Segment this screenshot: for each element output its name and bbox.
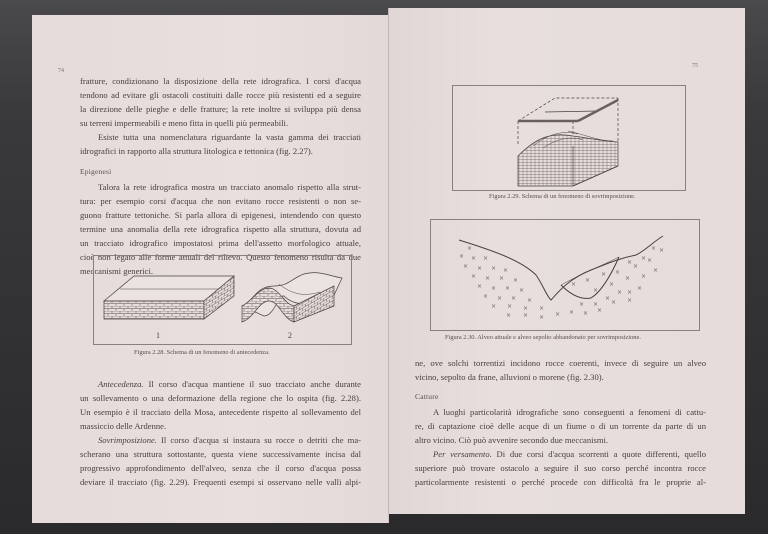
svg-text:×: ×	[519, 287, 525, 294]
svg-text:×: ×	[641, 255, 647, 262]
paragraph-1	[80, 74, 361, 158]
text-line: su terreni impermeabili e meno fitta in quelli più permeabili.	[80, 118, 289, 128]
text-line: fratture, condizionano la disposizione della rete idrografica. I corsi d'acqua	[80, 76, 361, 86]
page-number: 75	[692, 63, 698, 69]
svg-text:×: ×	[539, 305, 545, 312]
right-page	[388, 8, 745, 514]
svg-text:×: ×	[651, 245, 657, 252]
figure-label-1: 1	[156, 331, 160, 340]
svg-text:×: ×	[637, 285, 643, 292]
section-heading: Catture	[415, 392, 439, 401]
svg-text:×: ×	[585, 277, 591, 284]
paragraph-4	[80, 377, 361, 489]
svg-text:×: ×	[491, 285, 497, 292]
svg-text:×: ×	[641, 273, 647, 280]
svg-text:×: ×	[477, 283, 483, 290]
figure-caption: Figura 2.30. Alveo attuale e alveo sepolto abbandonato per sovrimposizione.	[445, 334, 641, 341]
svg-text:×: ×	[505, 285, 511, 292]
text-line: Talora la rete idrografica mostra un tracciato anomalo rispetto alla strut-	[98, 182, 361, 192]
text-line: altro vicino. Ciò può avvenire secondo due meccanismi.	[415, 435, 609, 445]
text-line: Sovrimposizione. Il corso d'acqua si instaura su rocce o detriti che ma-	[98, 435, 361, 445]
text-line: particolarmente resistenti o perché procede con difficoltà fra le proprie al-	[415, 477, 706, 487]
text-line: vicino, sepolto da frane, alluvioni o morene (fig. 2.30).	[415, 372, 604, 382]
svg-text:×: ×	[583, 310, 589, 317]
svg-text:×: ×	[633, 263, 639, 270]
svg-text:×: ×	[555, 311, 561, 318]
svg-text:×: ×	[627, 289, 633, 296]
svg-text:×: ×	[539, 314, 545, 321]
term-per-versamento: Per versamento.	[433, 449, 492, 459]
svg-text:×: ×	[499, 275, 505, 282]
svg-text:×: ×	[611, 299, 617, 306]
text-line: cioè non legato alle forme attuali del rilievo. Questo fenomeno risulta da due	[80, 252, 361, 262]
svg-text:×: ×	[485, 275, 491, 282]
svg-text:×: ×	[513, 277, 519, 284]
svg-text:×: ×	[569, 309, 575, 316]
text-line: un sollevamento o una deformazione della regione che lo ospita (fig. 2.28).	[80, 393, 361, 403]
svg-text:×: ×	[617, 289, 623, 296]
svg-text:×: ×	[627, 259, 633, 266]
figure-caption: Figura 2.29. Schema di un fenomeno di sovrimposizione.	[489, 193, 636, 200]
text-line: tura: per esempio corsi d'acqua che non evitano rocce resistenti o non se-	[80, 196, 361, 206]
svg-text:×: ×	[459, 253, 465, 260]
text-line: deviare il tracciato (fig. 2.29). Frequenti esempi si osservano nelle valli alpi-	[80, 477, 361, 487]
text-line: ne, ove solchi torrentizi incidono rocce coerenti, invece di seguire un alveo	[415, 358, 706, 368]
svg-text:×: ×	[523, 312, 529, 319]
svg-text:×: ×	[625, 275, 631, 282]
text-line: Un esempio è il tracciato della Mosa, antecedente rispetto al sollevamento del	[80, 407, 361, 417]
svg-text:×: ×	[506, 312, 512, 319]
svg-text:×: ×	[653, 267, 659, 274]
text-line: meccanismi generici.	[80, 266, 154, 276]
paragraph-1	[415, 356, 706, 384]
block-1	[104, 276, 234, 319]
svg-text:×: ×	[511, 295, 517, 302]
left-page	[32, 15, 388, 523]
svg-text:×: ×	[477, 265, 483, 272]
svg-text:×: ×	[615, 269, 621, 276]
term-antecedenza: Antecedenza.	[98, 379, 144, 389]
text-line: termine una anomalia della rete idrografica rispetto alla struttura, dovuta ad	[80, 224, 361, 234]
figure-2-30	[430, 219, 700, 331]
rock-pattern	[459, 245, 664, 321]
svg-text:×: ×	[527, 297, 533, 304]
svg-text:×: ×	[491, 303, 497, 310]
svg-text:×: ×	[627, 297, 633, 304]
text-line: Per versamento. Di due corsi d'acqua scorrenti a quote differenti, quello	[433, 449, 706, 459]
svg-text:×: ×	[523, 305, 529, 312]
svg-text:×: ×	[483, 293, 489, 300]
figure-label-2: 2	[288, 331, 292, 340]
svg-text:×: ×	[579, 301, 585, 308]
superimposition-block-diagram	[453, 86, 685, 190]
antecedence-diagram	[94, 256, 351, 344]
svg-text:×: ×	[483, 255, 489, 262]
figure-2-29	[452, 85, 686, 191]
text-line: guono fratture tettoniche. Si parla allora di epigenesi, intendendo con questo	[80, 210, 361, 220]
term-sovrimposizione: Sovrimposizione.	[98, 435, 157, 445]
svg-text:×: ×	[647, 257, 653, 264]
text-line: idrografici in rapporto alla struttura litologica e tettonica (fig. 2.27).	[80, 146, 313, 156]
text-line: la direzione delle pieghe e delle fratture; la rete inoltre si sviluppa più densa	[80, 104, 361, 114]
text-line: scherano una struttura sottostante, questa viene successivamente incisa dal	[80, 449, 361, 459]
section-heading: Epigenesi	[80, 167, 112, 176]
svg-text:×: ×	[605, 295, 611, 302]
text-line: Esiste tutta una nomenclatura riguardante la vasta gamma dei tracciati	[98, 132, 361, 142]
text-line: un tracciato idrografico impostatosi prima dell'assetto morfologico attuale,	[80, 238, 361, 248]
svg-text:×: ×	[471, 273, 477, 280]
figure-caption: Figura 2.28. Schema di un fenomeno di antecedenza.	[134, 349, 270, 356]
paragraph-2	[415, 405, 706, 489]
figure-2-28	[93, 255, 352, 345]
text-line: A luoghi particolarità idrografiche sono conseguenti a fenomeni di cattu-	[433, 407, 706, 417]
svg-text:×: ×	[571, 281, 577, 288]
block-2	[242, 273, 342, 322]
text-line: progressivo approfondimento dell'alveo, senza che il corso d'acqua possa	[80, 463, 361, 473]
text-line: superiore può trovare ostacolo a seguire il suo corso perché incontra rocce	[415, 463, 706, 473]
svg-text:×: ×	[463, 263, 469, 270]
page-number: 74	[58, 68, 64, 74]
svg-text:×: ×	[609, 281, 615, 288]
svg-text:×: ×	[593, 287, 599, 294]
text-line: tendono ad evitare gli ostacoli costituiti dalle rocce più resistenti ed a seguire	[80, 90, 361, 100]
svg-text:×: ×	[593, 301, 599, 308]
svg-text:×: ×	[503, 267, 509, 274]
svg-text:×: ×	[601, 271, 607, 278]
svg-text:×: ×	[471, 255, 477, 262]
svg-text:×: ×	[497, 295, 503, 302]
svg-text:×: ×	[507, 303, 513, 310]
svg-text:×: ×	[597, 307, 603, 314]
text-line: re, di captazione cioè delle acque di un fiume o di un torrente da parte di un	[415, 421, 706, 431]
svg-text:×: ×	[491, 265, 497, 272]
buried-riverbed-diagram	[431, 220, 699, 330]
text-line: Antecedenza. Il corso d'acqua mantiene il suo tracciato anche durante	[98, 379, 361, 389]
svg-text:×: ×	[467, 245, 473, 252]
svg-text:×: ×	[659, 247, 665, 254]
text-line: massiccio delle Ardenne.	[80, 421, 167, 431]
